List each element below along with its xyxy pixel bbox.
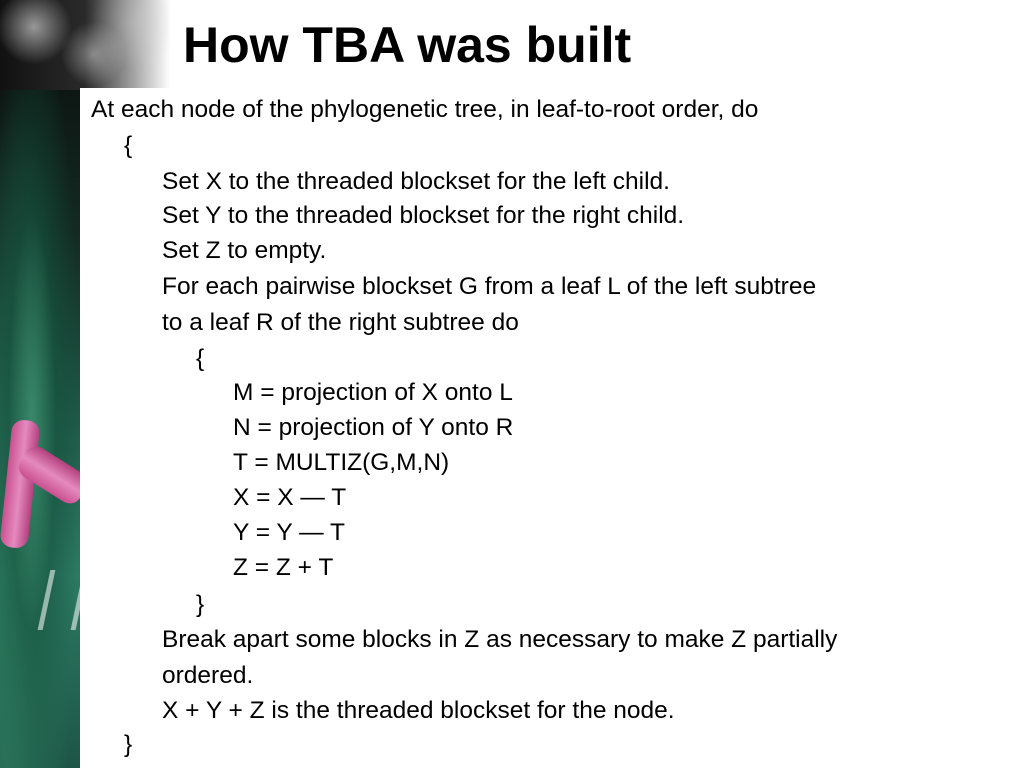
text-line: } [124,731,133,758]
text-line: } [196,591,205,618]
chalkboard-decoration [0,0,80,768]
text-line: X + Y + Z is the threaded blockset for the node. [162,697,675,724]
text-line: Break apart some blocks in Z as necessary to make Z partially [162,626,838,653]
text-line: Set Z to empty. [162,237,327,264]
text-line: T = MULTIZ(G,M,N) [233,449,450,476]
text-line: M = projection of X onto L [233,379,513,406]
slide-content [80,88,1024,768]
text-line: Set Y to the threaded blockset for the right child. [162,202,685,229]
text-line: N = projection of Y onto R [233,414,514,441]
text-line: { [196,345,205,372]
text-line: { [124,132,133,159]
text-line: Y = Y — T [233,519,345,546]
text-line: For each pairwise blockset G from a leaf L of the left subtree [162,273,817,300]
slide-title: How TBA was built [183,17,632,73]
text-line: ordered. [162,662,254,689]
text-line: X = X — T [233,484,347,511]
chalk-dust-decoration [0,0,170,90]
text-line: At each node of the phylogenetic tree, in leaf-to-root order, do [91,96,759,123]
text-line: Set X to the threaded blockset for the left child. [162,168,670,195]
text-line: Z = Z + T [233,554,334,581]
text-line: to a leaf R of the right subtree do [162,309,519,336]
chalk-mark-image [38,570,80,630]
